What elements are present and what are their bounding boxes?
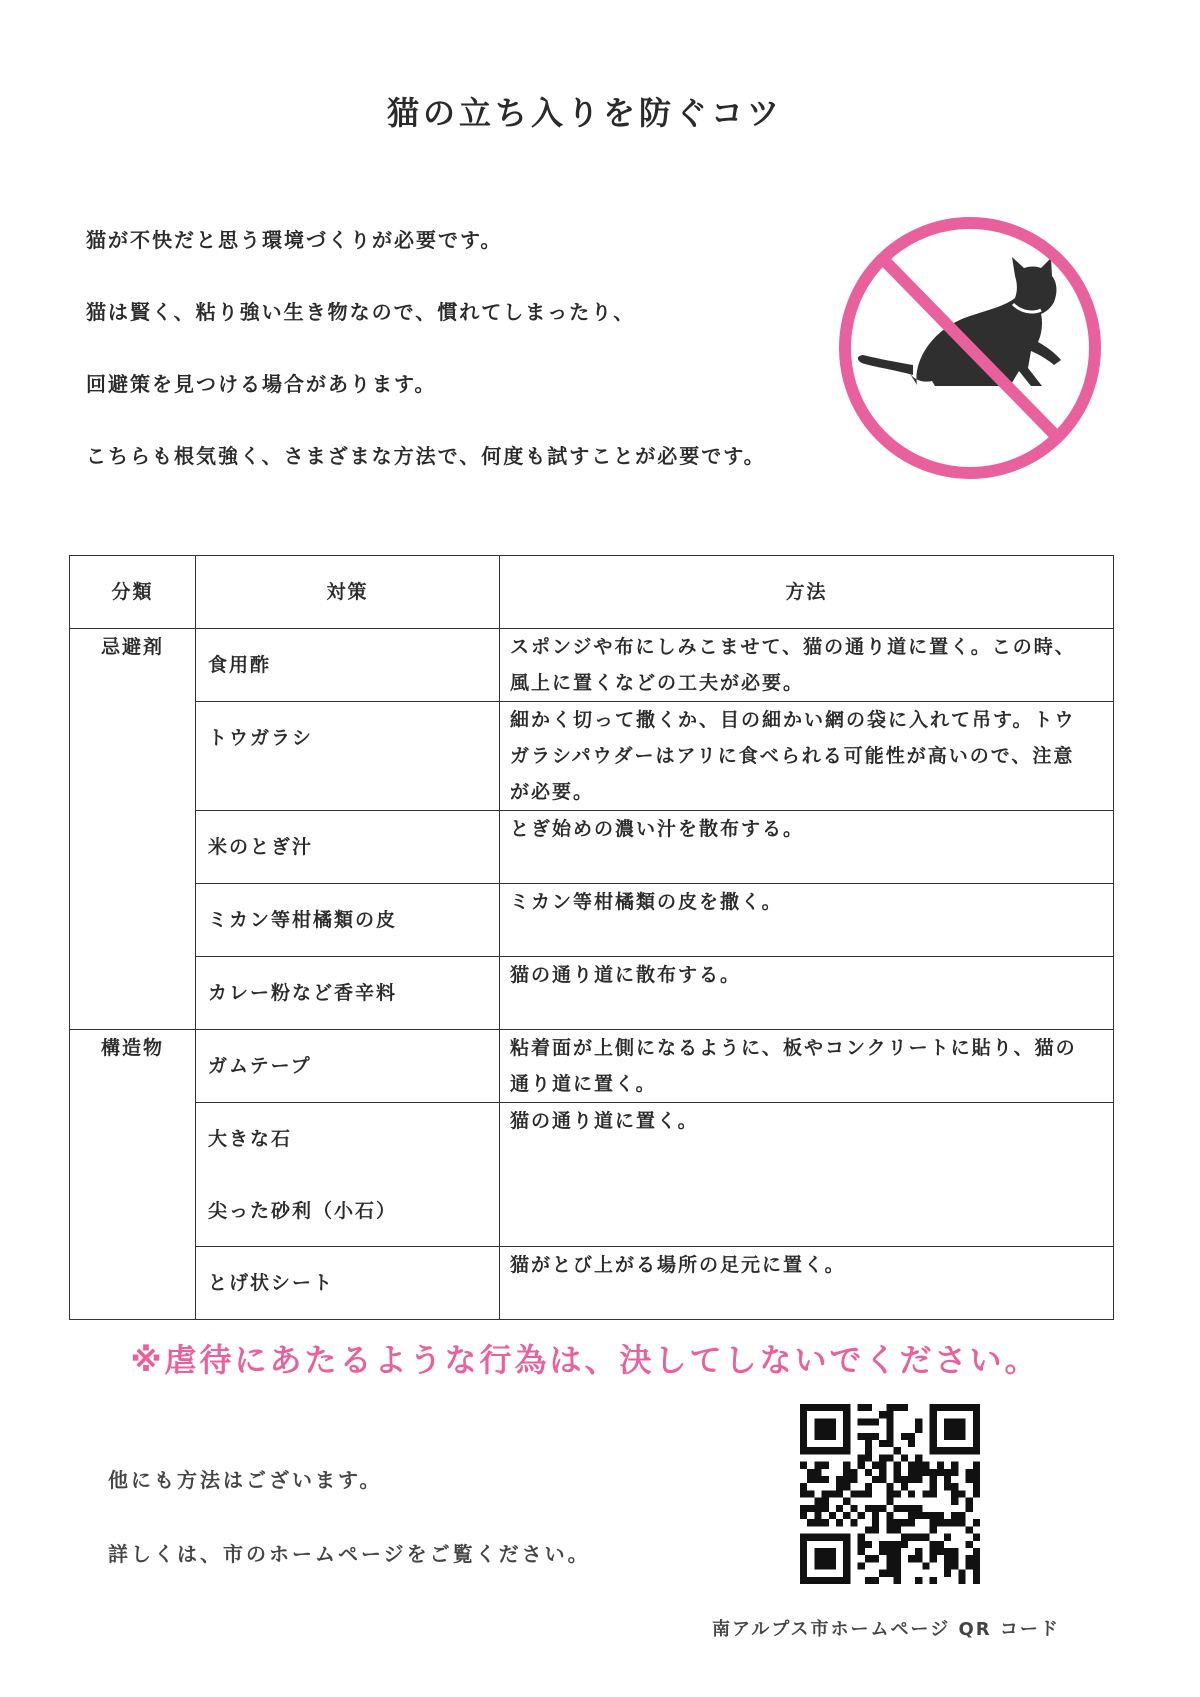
method-cell [500, 1030, 1114, 1103]
method-line: ガラシパウダーはアリに食べられる可能性が高いので、注意 [510, 745, 1075, 767]
measures-table [69, 555, 1114, 1320]
column-header: 分類 [70, 556, 196, 629]
measure-cell [196, 1030, 500, 1103]
method-cell [500, 957, 1114, 1030]
no-cat-prohibition-icon [825, 210, 1115, 488]
measure-text: 大きな石 [208, 1128, 293, 1150]
method-cell [500, 1247, 1114, 1320]
table-row [70, 1103, 1114, 1247]
method-line: が必要。 [510, 781, 595, 803]
measure-cell [196, 957, 500, 1030]
column-header: 方法 [500, 556, 1114, 629]
measure-text: 尖った砂利（小石） [208, 1200, 398, 1222]
method-cell [500, 1103, 1114, 1247]
page-title: 猫の立ち入りを防ぐコツ [386, 94, 783, 132]
measure-text: ミカン等柑橘類の皮 [208, 909, 398, 931]
intro-line: 回避策を見つける場合があります。 [86, 372, 437, 396]
method-cell [500, 811, 1114, 884]
method-line: 猫の通り道に置く。 [510, 1110, 699, 1132]
measure-text: とげ状シート [208, 1272, 335, 1294]
measure-cell [196, 1103, 500, 1247]
measure-cell [196, 1247, 500, 1320]
measure-cell [196, 629, 500, 702]
measure-text: トウガラシ [208, 727, 314, 749]
measure-text: カレー粉など香辛料 [208, 982, 398, 1004]
table-row [70, 1247, 1114, 1320]
table-row [70, 1030, 1114, 1103]
footer-line: 他にも方法はございます。 [108, 1468, 383, 1492]
table-row [70, 957, 1114, 1030]
method-line: スポンジや布にしみこませて、猫の通り道に置く。この時、 [510, 636, 1076, 658]
intro-text [86, 228, 846, 516]
table-header-row [70, 556, 1114, 629]
table-row [70, 884, 1114, 957]
measure-text: ガムテープ [208, 1055, 312, 1077]
method-line: 細かく切って撒くか、目の細かい網の袋に入れて吊す。トウ [510, 709, 1076, 731]
intro-line: 猫が不快だと思う環境づくりが必要です。 [86, 228, 503, 252]
table-row [70, 702, 1114, 811]
method-line: 猫がとび上がる場所の足元に置く。 [510, 1254, 846, 1276]
table-row [70, 811, 1114, 884]
footer-line: 詳しくは、市のホームページをご覧ください。 [108, 1542, 591, 1566]
intro-line: こちらも根気強く、さまざまな方法で、何度も試すことが必要です。 [86, 444, 766, 468]
measure-text: 米のとぎ汁 [208, 836, 314, 858]
qr-code[interactable] [800, 1404, 980, 1584]
method-line: 通り道に置く。 [510, 1073, 657, 1095]
method-line: 粘着面が上側になるように、板やコンクリートに貼り、猫の [510, 1037, 1077, 1059]
method-line: 猫の通り道に散布する。 [510, 964, 742, 986]
method-line: ミカン等柑橘類の皮を撒く。 [510, 891, 783, 913]
intro-line: 猫は賢く、粘り強い生き物なので、慣れてしまったり、 [86, 300, 636, 324]
method-line: 風上に置くなどの工夫が必要。 [510, 672, 805, 694]
measure-cell [196, 884, 500, 957]
category-cell: 構造物 [70, 1030, 196, 1320]
method-cell [500, 629, 1114, 702]
measure-cell [196, 811, 500, 884]
footer-text [108, 1464, 591, 1612]
column-header: 対策 [196, 556, 500, 629]
category-cell: 忌避剤 [70, 629, 196, 1030]
measure-text: 食用酢 [208, 654, 272, 676]
qr-caption: 南アルプス市ホームページ QR コード [712, 1619, 1060, 1640]
measure-cell [196, 702, 500, 811]
table-row [70, 629, 1114, 702]
method-line: とぎ始めの濃い汁を散布する。 [510, 818, 805, 840]
cat-silhouette-icon [858, 257, 1061, 386]
method-cell [500, 702, 1114, 811]
method-cell [500, 884, 1114, 957]
warning-notice: ※虐待にあたるような行為は、決してしないでください。 [130, 1341, 1040, 1379]
